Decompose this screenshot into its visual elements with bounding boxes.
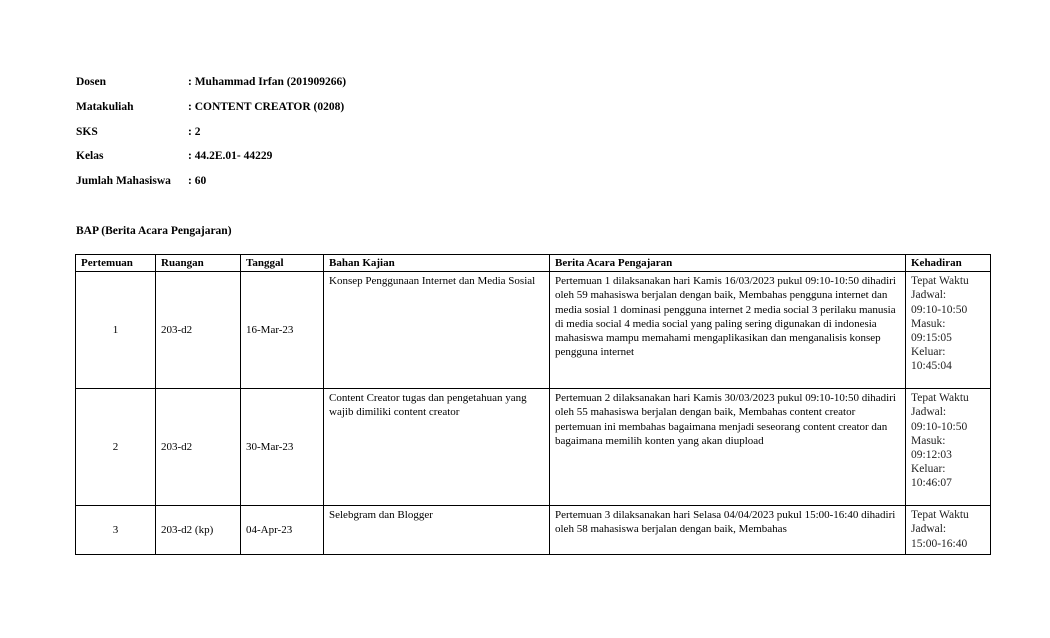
matakuliah-row (76, 101, 346, 126)
tanggal-cell: 30-Mar-23 (241, 389, 324, 506)
kehadiran-cell (906, 389, 991, 506)
pertemuan-cell: 2 (76, 389, 156, 506)
berita-acara-cell: Pertemuan 2 dilaksanakan hari Kamis 30/03/2023 pukul 09:10-10:50 dihadiri oleh 55 mahasiswa berjalan dengan baik, Membahas content creator pertemuan ini membahas bagaimana menjadi seseorang content creator dan bagaimana memilih konten yang akan diupload (550, 389, 906, 506)
kehadiran-cell (906, 506, 991, 555)
kehadiran-keluar-label: Keluar: (911, 346, 946, 359)
bahan-kajian-cell: Content Creator tugas dan pengetahuan yang wajib dimiliki content creator (324, 389, 550, 506)
tanggal-cell: 04-Apr-23 (241, 506, 324, 555)
kehadiran-jadwal-value: 09:10-10:50 (911, 420, 968, 433)
column-header-pertemuan: Pertemuan (76, 255, 156, 272)
kehadiran-keluar-label: Keluar: (911, 463, 946, 476)
kehadiran-status: Tepat Waktu (911, 275, 969, 288)
column-header-berita-acara: Berita Acara Pengajaran (550, 255, 906, 272)
bap-table (75, 254, 991, 555)
berita-acara-cell: Pertemuan 3 dilaksanakan hari Selasa 04/04/2023 pukul 15:00-16:40 dihadiri oleh 58 mahasiswa berjalan dengan baik, Membahas (550, 506, 906, 555)
bahan-kajian-cell: Selebgram dan Blogger (324, 506, 550, 555)
jumlah-mahasiswa-label: Jumlah Mahasiswa (76, 175, 171, 188)
kehadiran-status: Tepat Waktu (911, 509, 969, 522)
table-row (76, 506, 991, 555)
sks-row (76, 126, 346, 151)
kehadiran-masuk-label: Masuk: (911, 317, 946, 330)
ruangan-cell: 203-d2 (156, 272, 241, 389)
kehadiran-jadwal-value: 15:00-16:40 (911, 537, 968, 550)
matakuliah-value: : CONTENT CREATOR (0208) (188, 100, 345, 113)
kelas-row (76, 150, 346, 175)
berita-acara-cell: Pertemuan 1 dilaksanakan hari Kamis 16/03/2023 pukul 09:10-10:50 dihadiri oleh 59 mahasiswa berjalan dengan baik, Membahas pengguna internet dan media sosial 1 dominasi pengguna internet 2 media social 3 perilaku manusia di media social 4 media social yang paling sering digunakan di indonesia mahasiswa mampu memahami mengaplikasikan dan menganalisis konsep pengguna internet (550, 272, 906, 389)
bahan-kajian-cell: Konsep Penggunaan Internet dan Media Sosial (324, 272, 550, 389)
table-row (76, 272, 991, 389)
sks-label: SKS (76, 125, 98, 138)
kehadiran-jadwal-value: 09:10-10:50 (911, 303, 968, 316)
column-header-ruangan: Ruangan (156, 255, 241, 272)
column-header-bahan-kajian: Bahan Kajian (324, 255, 550, 272)
kehadiran-keluar-value: 10:45:04 (911, 360, 952, 373)
pertemuan-cell: 1 (76, 272, 156, 389)
ruangan-cell: 203-d2 (kp) (156, 506, 241, 555)
jumlah-mahasiswa-row (76, 175, 346, 200)
kehadiran-masuk-value: 09:15:05 (911, 332, 952, 345)
dosen-row (76, 76, 346, 101)
kelas-label: Kelas (76, 150, 104, 163)
sks-value: : 2 (188, 125, 201, 138)
matakuliah-label: Matakuliah (76, 100, 134, 113)
kehadiran-keluar-value: 10:46:07 (911, 477, 952, 490)
kehadiran-masuk-label: Masuk: (911, 434, 946, 447)
section-title: BAP (Berita Acara Pengajaran) (76, 225, 232, 237)
kehadiran-jadwal-label: Jadwal: (911, 406, 947, 419)
jumlah-mahasiswa-value: : 60 (188, 175, 207, 188)
kehadiran-cell (906, 272, 991, 389)
dosen-label: Dosen (76, 76, 107, 88)
kehadiran-masuk-value: 09:12:03 (911, 449, 952, 462)
kehadiran-jadwal-label: Jadwal: (911, 289, 947, 302)
course-info (76, 76, 346, 200)
pertemuan-cell: 3 (76, 506, 156, 555)
table-row (76, 389, 991, 506)
column-header-kehadiran: Kehadiran (906, 255, 991, 272)
kelas-value: : 44.2E.01- 44229 (188, 150, 273, 163)
column-header-tanggal: Tanggal (241, 255, 324, 272)
table-header-row (76, 255, 991, 272)
page-bottom-margin (0, 557, 1050, 638)
kehadiran-jadwal-label: Jadwal: (911, 523, 947, 536)
ruangan-cell: 203-d2 (156, 389, 241, 506)
tanggal-cell: 16-Mar-23 (241, 272, 324, 389)
kehadiran-status: Tepat Waktu (911, 392, 969, 405)
dosen-value: : Muhammad Irfan (201909266) (188, 76, 347, 88)
